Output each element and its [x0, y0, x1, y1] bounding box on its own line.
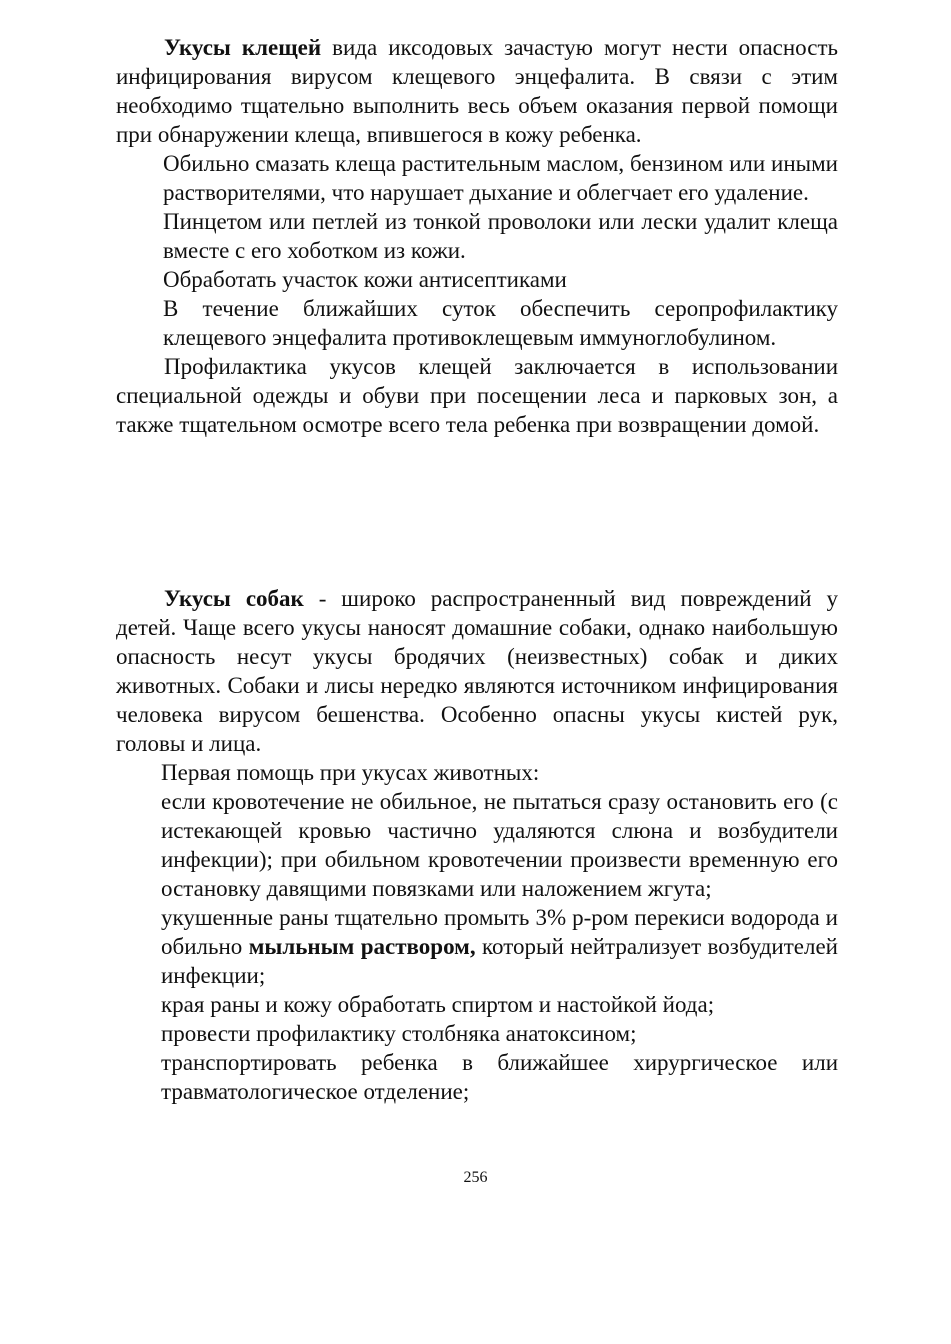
dog-step-1: если кровотечение не обильное, не пытаться сразу остановить его (с истекающей кровью частично удаляются слюна и возбудители инфекции); при обильном кровотечении произвести временную его остановку давящими повязками или наложением жгута;	[161, 789, 838, 901]
tick-bites-intro	[116, 33, 838, 149]
first-aid-heading: Первая помощь при укусах животных:	[161, 760, 540, 785]
tick-bites-title: Укусы клещей	[164, 35, 322, 60]
dog-step-2	[161, 903, 838, 990]
tick-bites-section	[116, 33, 838, 439]
tick-step-2: Пинцетом или петлей из тонкой проволоки или лески удалит клеща вместе с его хоботком из кожи.	[163, 209, 838, 263]
dog-bites-title: Укусы собак	[164, 586, 304, 611]
tick-prevention-paragraph: Профилактика укусов клещей заключается в использовании специальной одежды и обуви при посещении леса и парковых зон, а также тщательном осмотре всего тела ребенка при возвращении домой.	[116, 354, 838, 437]
dog-bites-intro-text: - широко распространенный вид повреждений у детей. Чаще всего укусы наносят домашние собаки, однако наибольшую опасность несут укусы бродячих (неизвестных) собак и диких животных. Собаки и лисы нередко являются источником инфицирования человека вирусом бешенства. Особенно опасны укусы кистей рук, головы и лица.	[116, 586, 838, 756]
dog-step-5: транспортировать ребенка в ближайшее хирургическое или травматологическое отделение;	[161, 1050, 838, 1104]
tick-step-1: Обильно смазать клеща растительным маслом, бензином или иными растворителями, что нарушает дыхание и облегчает его удаление.	[163, 151, 838, 205]
tick-step-4: В течение ближайших суток обеспечить серопрофилактику клещевого энцефалита противоклещевым иммуноглобулином.	[163, 296, 838, 350]
dog-step-2-text-end: который нейтрализует возбудителей инфекции;	[161, 934, 838, 988]
tick-bites-intro-text: вида иксодовых зачастую могут нести опасность инфицирования вирусом клещевого энцефалита. В связи с этим необходимо тщательно выполнить весь объем оказания первой помощи при обнаружении клеща, впившегося в кожу ребенка.	[116, 35, 838, 147]
dog-bites-intro	[116, 584, 838, 758]
dog-step-2-bold: мыльным раствором,	[248, 934, 476, 959]
dog-step-4: провести профилактику столбняка анатоксином;	[161, 1021, 637, 1046]
tick-step-3: Обработать участок кожи антисептиками	[163, 267, 567, 292]
dog-step-2-text-start: укушенные раны тщательно промыть 3% р-ром перекиси водорода и обильно	[161, 905, 838, 959]
dog-step-3: края раны и кожу обработать спиртом и настойкой йода;	[161, 992, 715, 1017]
page-number: 256	[463, 1169, 488, 1186]
dog-bites-section	[116, 584, 838, 1106]
